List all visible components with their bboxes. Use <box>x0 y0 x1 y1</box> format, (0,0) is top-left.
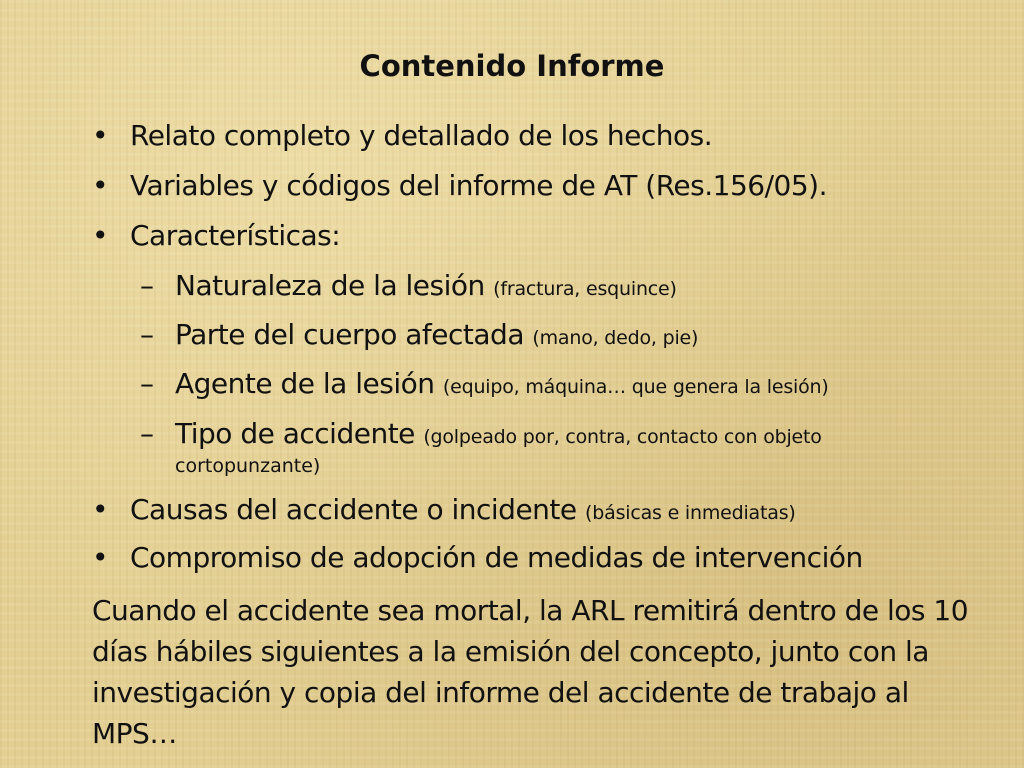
sub-item-note: (golpeado por, contra, contacto con objeto <box>423 426 822 448</box>
dash-glyph: – <box>140 269 154 302</box>
sub-item-text: Agente de la lesión <box>175 367 435 400</box>
sub-item <box>140 414 822 457</box>
dash-glyph: – <box>140 367 154 400</box>
dash-glyph: – <box>140 417 154 450</box>
sub-item-text: Tipo de accidente <box>175 417 415 450</box>
bullet-glyph: • <box>92 219 109 252</box>
bullet-text: Causas del accidente o incidente <box>130 493 577 526</box>
slide-title: Contenido Informe <box>359 49 665 83</box>
bullet-item <box>92 538 863 578</box>
sub-item-note: (fractura, esquince) <box>493 278 677 300</box>
sub-item <box>140 266 677 309</box>
bullet-text: Características: <box>130 219 341 252</box>
bullet-text: Variables y códigos del informe de AT (Res.156/05). <box>130 169 827 202</box>
bullet-item <box>92 166 827 206</box>
bullet-item <box>92 216 340 256</box>
sub-item-text: Parte del cuerpo afectada <box>175 318 524 351</box>
bullet-text: Compromiso de adopción de medidas de intervención <box>130 541 863 574</box>
sub-item-note: (mano, dedo, pie) <box>532 327 699 349</box>
sub-item <box>140 315 698 358</box>
bullet-glyph: • <box>92 119 109 152</box>
sub-item-note: (equipo, máquina… que genera la lesión) <box>442 376 829 398</box>
sub-item-text: Naturaleza de la lesión <box>175 269 485 302</box>
dash-glyph: – <box>140 318 154 351</box>
sub-item-note-continuation: cortopunzante) <box>175 455 321 477</box>
bullet-glyph: • <box>92 541 109 574</box>
bullet-item <box>92 116 712 156</box>
bullet-note: (básicas e inmediatas) <box>585 502 796 524</box>
bullet-item <box>92 490 796 533</box>
closing-paragraph: Cuando el accidente sea mortal, la ARL remitirá dentro de los 10 días hábiles siguientes a la emisión del concepto, junto con la investigación y copia del informe del accidente de trabajo al MPS… <box>92 594 969 750</box>
bullet-glyph: • <box>92 493 109 526</box>
sub-item <box>140 364 829 407</box>
bullet-glyph: • <box>92 169 109 202</box>
bullet-text: Relato completo y detallado de los hechos. <box>130 119 713 152</box>
